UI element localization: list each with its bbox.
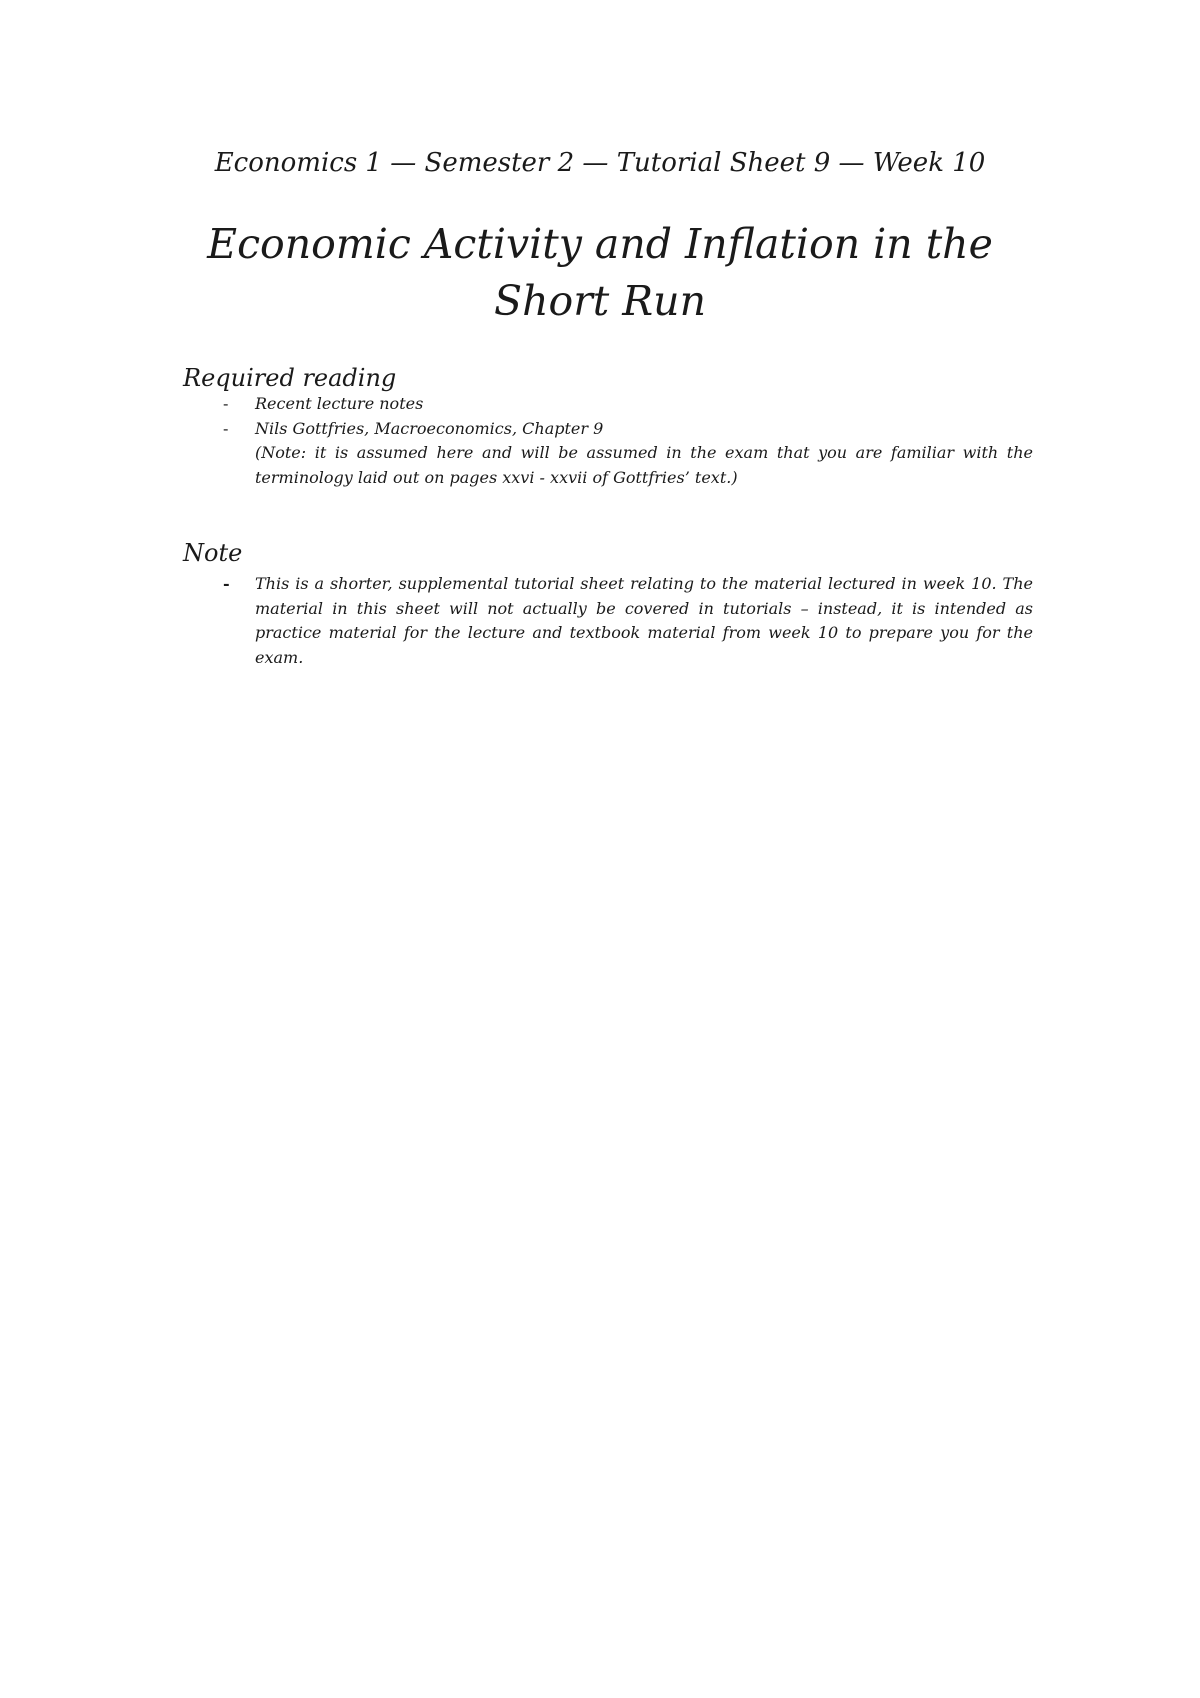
note-heading: Note [183, 539, 243, 567]
list-item-text: Recent lecture notes [255, 394, 424, 413]
list-dash: - [223, 394, 229, 413]
list-item [223, 392, 1033, 417]
reading-note: (Note: it is assumed here and will be assumed in the exam that you are familiar with the terminology laid out on pages xxvi - xxvii of Gottfries’ text.) [255, 443, 1033, 487]
list-dash: - [223, 418, 229, 438]
required-reading-heading: Required reading [183, 364, 397, 392]
list-item [223, 572, 1033, 670]
list-item-text: Nils Gottfries, Macroeconomics, Chapter 9 [255, 418, 604, 438]
note-text: This is a shorter, supplemental tutorial sheet relating to the material lectured in week 10. The material in this sheet will not actually be covered in tutorials – instead, it is intended as practice material for the lecture and textbook material from week 10 to prepare you for the exam. [255, 574, 1033, 667]
list-dash: - [223, 574, 230, 593]
note-list [223, 572, 1033, 670]
title-line-2: Short Run [494, 277, 706, 325]
course-subtitle: Economics 1 — Semester 2 — Tutorial Sheet 9 — Week 10 [214, 148, 986, 178]
list-item [223, 417, 1033, 491]
title-line-1: Economic Activity and Inflation in the [207, 220, 993, 268]
page-title [150, 216, 1050, 330]
required-reading-list [223, 392, 1033, 490]
